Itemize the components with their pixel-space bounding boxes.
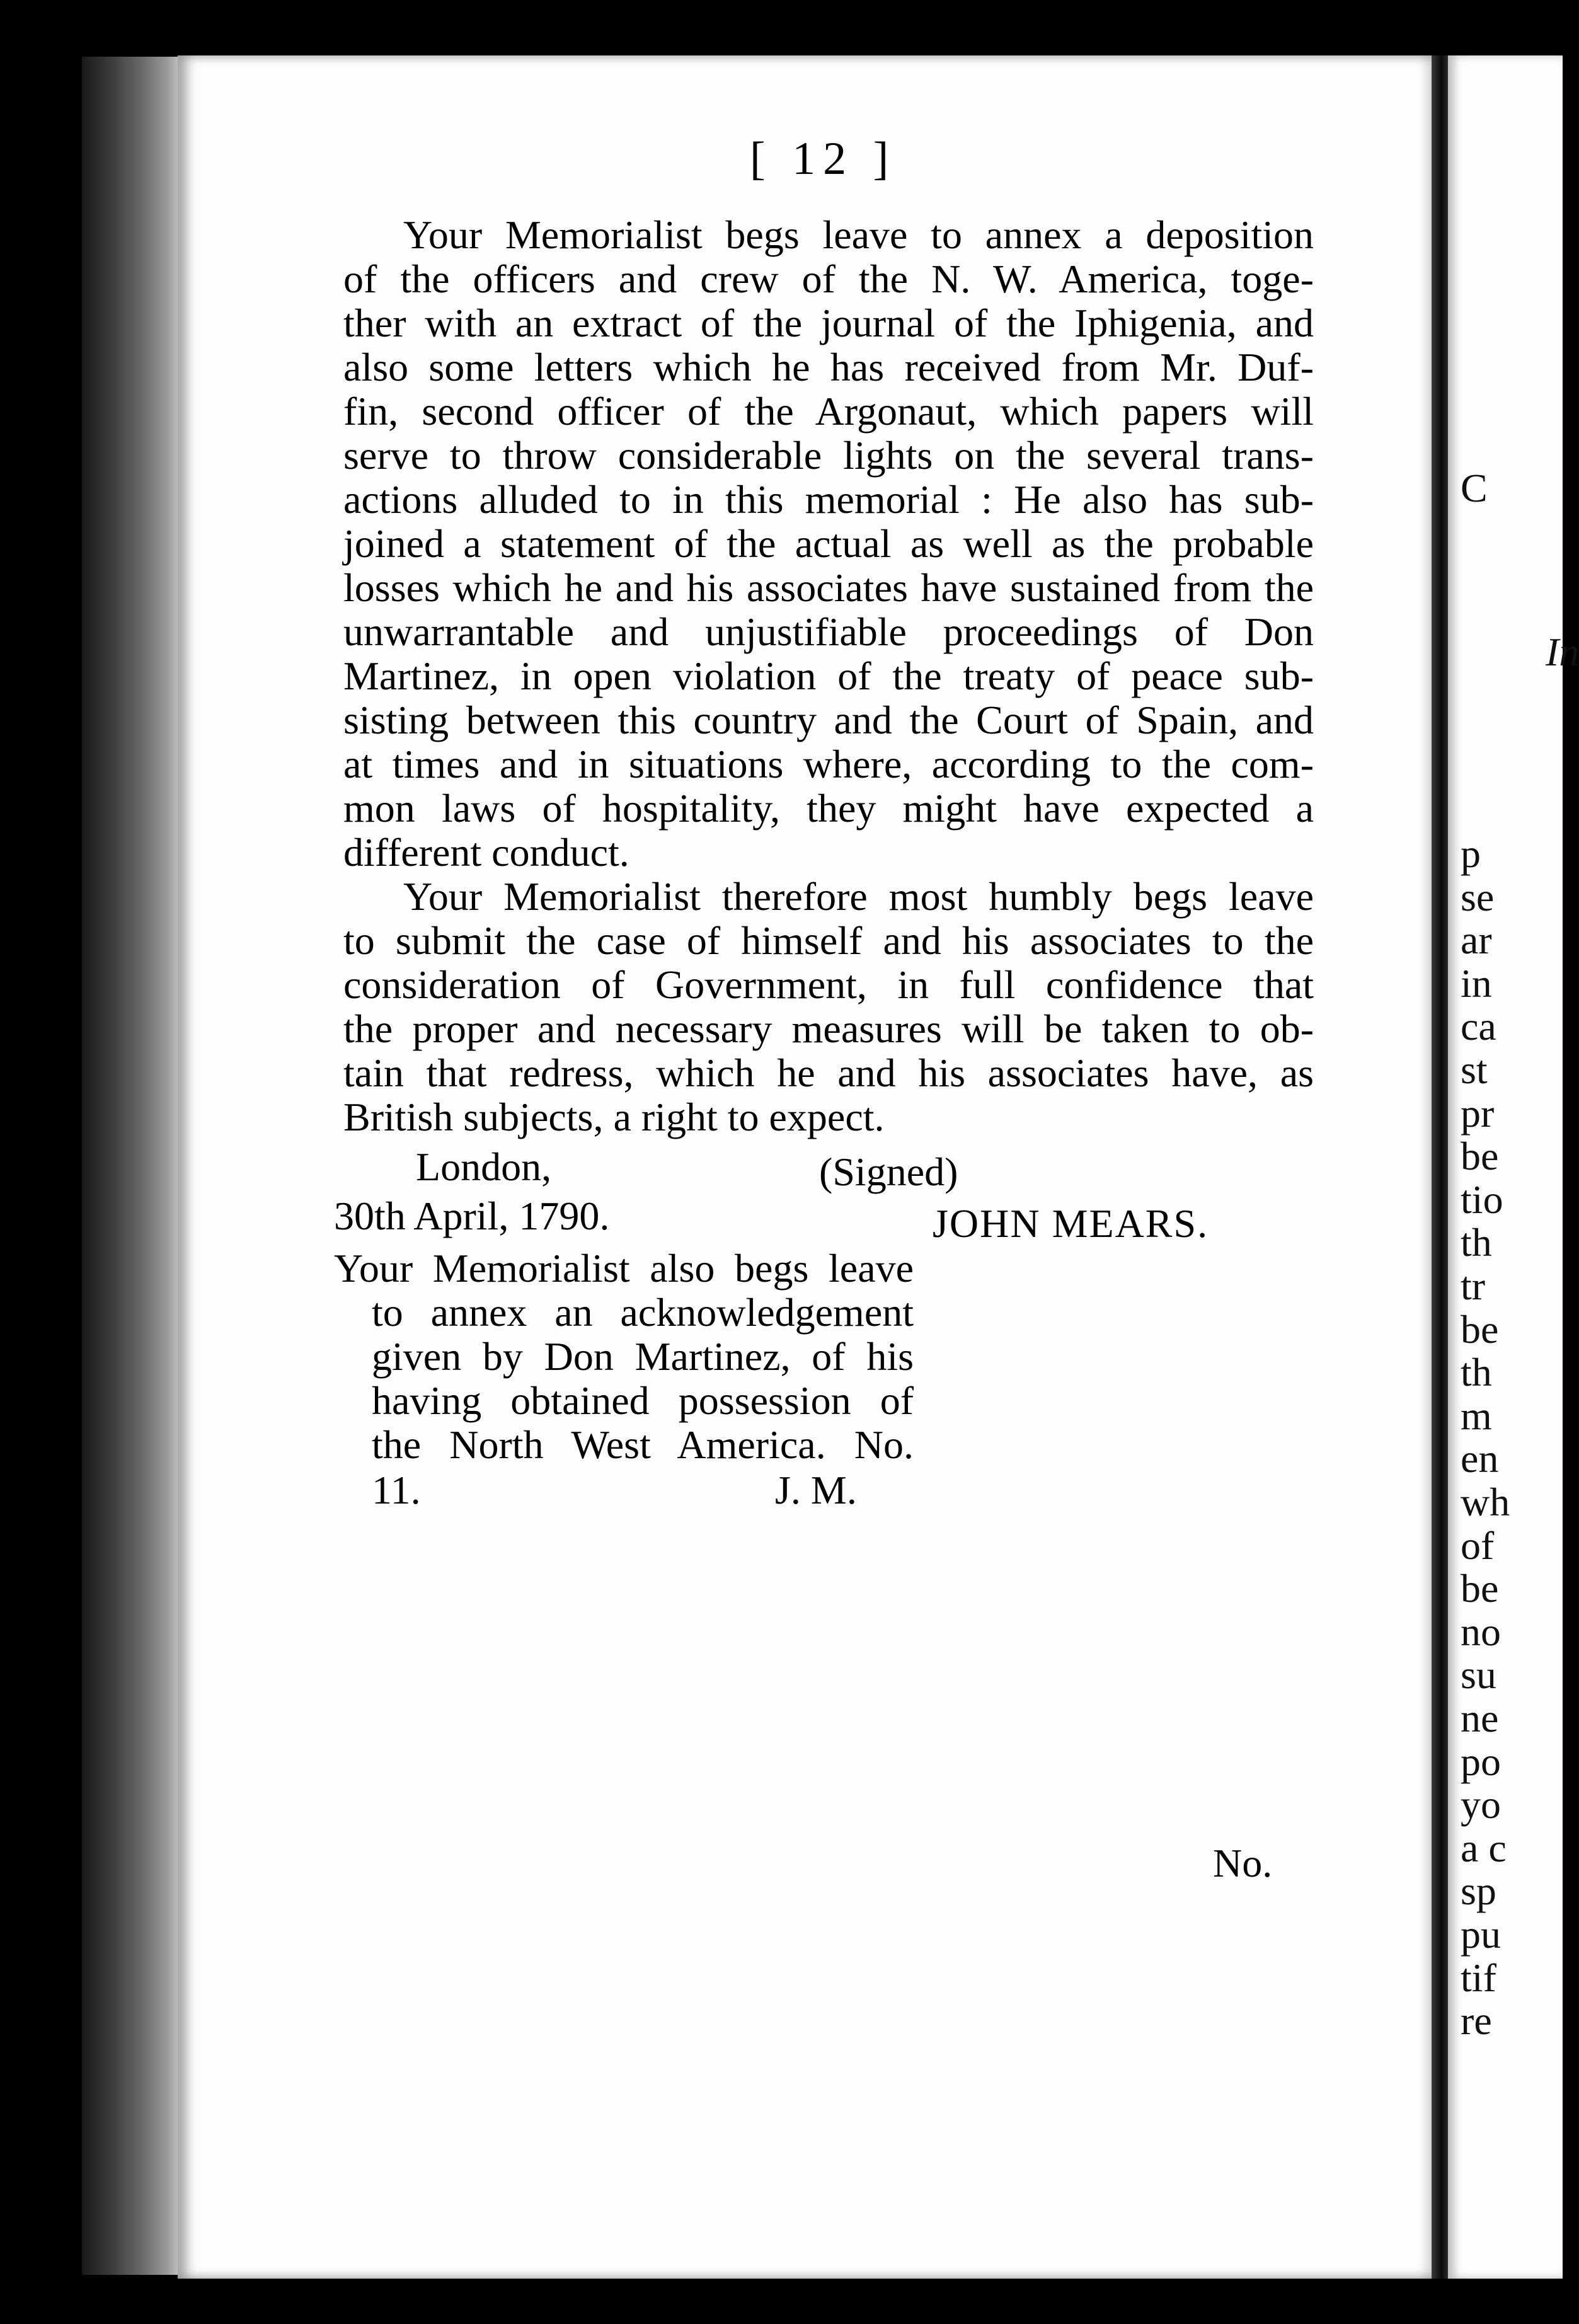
right-page-fragment: yo bbox=[1461, 1782, 1501, 1827]
right-page-fragment: su bbox=[1461, 1652, 1496, 1698]
memorial-text bbox=[343, 213, 1314, 1139]
text-line: to submit the case of himself and his associates to the bbox=[343, 918, 1314, 963]
text-line: British subjects, a right to expect. bbox=[343, 1095, 885, 1139]
right-page bbox=[1448, 55, 1579, 2279]
catchword: No. bbox=[1213, 1841, 1273, 1885]
text-line: Your Memorialist begs leave to annex a deposition bbox=[403, 212, 1314, 257]
text-line: of the officers and crew of the N. W. America, toge- bbox=[343, 256, 1314, 301]
date: 30th April, 1790. bbox=[334, 1194, 610, 1238]
text-line: sisting between this country and the Court of Spain, and bbox=[343, 698, 1314, 742]
text-line: to annex an acknowledgement bbox=[372, 1290, 914, 1335]
right-page-fragment: be bbox=[1461, 1566, 1499, 1611]
right-page-fragment: th bbox=[1461, 1350, 1492, 1395]
right-page-fragment: st bbox=[1461, 1047, 1488, 1092]
postscript-number: 11. bbox=[372, 1468, 421, 1512]
right-page-fragment: of bbox=[1461, 1522, 1495, 1568]
text-line: Your Memorialist therefore most humbly begs leave bbox=[403, 874, 1314, 919]
book-edge bbox=[82, 57, 183, 2275]
right-page-fragment: se bbox=[1461, 874, 1495, 919]
right-page-fragment: wh bbox=[1461, 1480, 1510, 1524]
postscript-end bbox=[334, 1467, 914, 1517]
right-page-fragment: be bbox=[1461, 1306, 1499, 1352]
text-line: serve to throw considerable lights on the several trans- bbox=[343, 433, 1314, 478]
text-line: joined a statement of the actual as well as the probable bbox=[343, 521, 1314, 566]
right-page-fragment: pr bbox=[1461, 1090, 1495, 1136]
right-page-fragment: m bbox=[1461, 1393, 1492, 1438]
text-line: consideration of Government, in full confidence that bbox=[343, 962, 1314, 1007]
right-page-fragment: sp bbox=[1461, 1868, 1496, 1914]
right-page-fragment: tio bbox=[1461, 1176, 1503, 1222]
text-line: Martinez, in open violation of the treaty of peace sub- bbox=[343, 653, 1314, 698]
text-line: given by Don Martinez, of his bbox=[372, 1334, 914, 1379]
right-page-fragment: In bbox=[1546, 630, 1579, 674]
right-page-fragment: th bbox=[1461, 1220, 1492, 1265]
text-line: tain that redress, which he and his associates have, as bbox=[343, 1050, 1314, 1095]
book-gutter bbox=[1432, 55, 1448, 2279]
right-page-fragment: ca bbox=[1461, 1004, 1496, 1049]
text-line: actions alluded to in this memorial : He also has sub- bbox=[343, 477, 1314, 522]
right-page-fragment: re bbox=[1461, 1998, 1492, 2044]
text-line: having obtained possession of bbox=[372, 1378, 914, 1423]
text-line: the proper and necessary measures will be taken to ob- bbox=[343, 1006, 1314, 1051]
right-page-fragment: C bbox=[1461, 466, 1488, 510]
right-page-fragment: be bbox=[1461, 1134, 1499, 1179]
right-page-fragment: en bbox=[1461, 1436, 1499, 1481]
text-line: Your Memorialist also begs leave bbox=[334, 1246, 914, 1291]
right-page-fragment: p bbox=[1461, 831, 1481, 876]
place: London, bbox=[416, 1144, 552, 1189]
right-page-fragment: tr bbox=[1461, 1263, 1486, 1308]
signature-name: JOHN MEARS. bbox=[933, 1201, 1209, 1246]
text-line: also some letters which he has received from Mr. Duf- bbox=[343, 345, 1314, 389]
right-page-fragment: in bbox=[1461, 960, 1492, 1006]
text-line: mon laws of hospitality, they might have expected a bbox=[343, 786, 1314, 831]
text-line: at times and in situations where, according to the com- bbox=[343, 742, 1314, 786]
text-line: unwarrantable and unjustifiable proceedings of Don bbox=[343, 609, 1314, 654]
closing bbox=[334, 1144, 1279, 1246]
text-line: ther with an extract of the journal of the Iphigenia, and bbox=[343, 301, 1314, 345]
text-line: losses which he and his associates have sustained from the bbox=[343, 565, 1314, 610]
signed-label: (Signed) bbox=[819, 1149, 958, 1194]
right-page-fragment: ne bbox=[1461, 1696, 1499, 1740]
right-page-fragment: no bbox=[1461, 1609, 1501, 1654]
paragraph-2 bbox=[343, 875, 1314, 1139]
text-line: different conduct. bbox=[343, 830, 629, 875]
right-page-fragment: ar bbox=[1461, 918, 1492, 963]
right-page-fragment: pu bbox=[1461, 1912, 1501, 1957]
text-line: the North West America. No. bbox=[372, 1422, 914, 1467]
right-page-fragment: po bbox=[1461, 1739, 1501, 1784]
paragraph-1 bbox=[343, 213, 1314, 875]
postscript bbox=[334, 1246, 914, 1517]
right-page-fragment: tif bbox=[1461, 1955, 1496, 2000]
initials: J. M. bbox=[775, 1468, 857, 1512]
right-page-fragment: a c bbox=[1461, 1825, 1507, 1870]
text-line: fin, second officer of the Argonaut, which papers will bbox=[343, 389, 1314, 434]
page-number: [ 12 ] bbox=[750, 133, 897, 185]
